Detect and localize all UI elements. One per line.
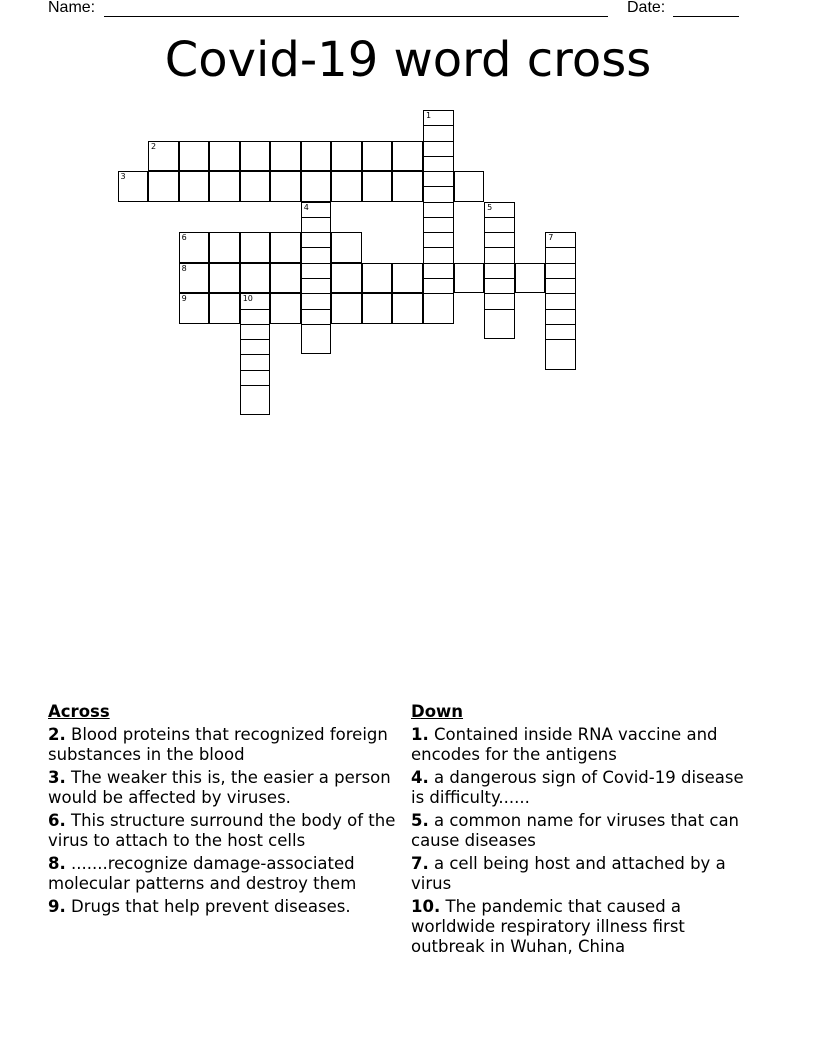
grid-cell[interactable] <box>454 263 485 294</box>
clue-number: 8 <box>181 263 187 273</box>
grid-cell[interactable] <box>240 141 271 172</box>
grid-cell[interactable] <box>270 171 301 202</box>
grid-cell[interactable] <box>179 263 210 294</box>
grid-cell[interactable] <box>392 171 423 202</box>
grid-cell[interactable] <box>545 339 576 370</box>
clue-number: 10 <box>242 294 253 304</box>
clue-number: 3 <box>120 172 126 182</box>
grid-cell[interactable] <box>362 293 393 324</box>
grid-cell[interactable] <box>270 232 301 263</box>
across-heading: Across <box>48 702 110 721</box>
clue-number: 6 <box>181 233 187 243</box>
grid-cell[interactable] <box>270 263 301 294</box>
grid-cell[interactable] <box>362 141 393 172</box>
clue-down-5: 5. a common name for viruses that can cause diseases <box>411 811 740 850</box>
date-label: Date: <box>627 0 666 16</box>
grid-cell[interactable] <box>331 232 362 263</box>
page-title: Covid-19 word cross <box>164 32 652 88</box>
clue-number: 9 <box>181 294 187 304</box>
down-heading: Down <box>411 702 464 721</box>
grid-cell[interactable] <box>209 171 240 202</box>
grid-cell[interactable] <box>301 171 332 202</box>
grid-cell[interactable] <box>362 263 393 294</box>
grid-cell[interactable] <box>392 293 423 324</box>
clue-number: 1 <box>426 111 432 120</box>
grid-cell[interactable] <box>392 263 423 294</box>
grid-cell[interactable] <box>118 171 149 202</box>
clue-across-3: 3. The weaker this is, the easier a person would be affected by viruses. <box>48 768 391 807</box>
grid-cell[interactable] <box>331 171 362 202</box>
grid-cell[interactable] <box>484 309 515 340</box>
grid-cell[interactable] <box>423 293 454 324</box>
grid-cell[interactable] <box>331 293 362 324</box>
clue-across-9: 9. Drugs that help prevent diseases. <box>48 897 351 916</box>
grid-cell[interactable] <box>270 141 301 172</box>
down-clues <box>411 702 756 960</box>
grid-cell[interactable] <box>179 293 210 324</box>
grid-cell[interactable] <box>270 293 301 324</box>
grid-cell[interactable] <box>331 263 362 294</box>
grid-cell[interactable] <box>209 263 240 294</box>
grid-cell[interactable] <box>301 324 332 355</box>
grid-cell[interactable] <box>179 232 210 263</box>
grid-cell[interactable] <box>240 171 271 202</box>
name-label: Name: <box>48 0 96 16</box>
grid-cell[interactable] <box>301 141 332 172</box>
grid-cell[interactable] <box>179 141 210 172</box>
clue-number: 4 <box>303 202 309 212</box>
grid-cell[interactable] <box>179 171 210 202</box>
grid-cell[interactable] <box>454 171 485 202</box>
clue-across-2: 2. Blood proteins that recognized foreign substances in the blood <box>48 725 388 764</box>
grid-cell[interactable] <box>240 385 271 416</box>
grid-cell[interactable] <box>209 232 240 263</box>
grid-cell[interactable] <box>240 232 271 263</box>
clue-down-4: 4. a dangerous sign of Covid-19 disease is difficulty...... <box>411 768 744 807</box>
clue-number: 5 <box>487 202 493 212</box>
across-clues <box>48 702 398 920</box>
grid-cell[interactable] <box>392 141 423 172</box>
grid-cell[interactable] <box>362 171 393 202</box>
clue-down-10: 10. The pandemic that caused a worldwide respiratory illness first outbreak in Wuhan, China <box>411 897 685 956</box>
grid-cell[interactable] <box>209 141 240 172</box>
clue-across-8: 8. .......recognize damage-associated molecular patterns and destroy them <box>48 854 357 893</box>
grid-cell[interactable] <box>148 171 179 202</box>
grid-cell[interactable] <box>515 263 546 294</box>
clue-number: 2 <box>151 141 157 151</box>
grid-cell[interactable] <box>209 293 240 324</box>
clue-number: 7 <box>548 233 554 243</box>
grid-cell[interactable] <box>331 141 362 172</box>
clue-down-7: 7. a cell being host and attached by a virus <box>411 854 726 893</box>
clue-across-6: 6. This structure surround the body of the virus to attach to the host cells <box>48 811 396 850</box>
grid-cell[interactable] <box>240 263 271 294</box>
clue-down-1: 1. Contained inside RNA vaccine and encodes for the antigens <box>411 725 718 764</box>
grid-cell[interactable] <box>148 141 179 172</box>
